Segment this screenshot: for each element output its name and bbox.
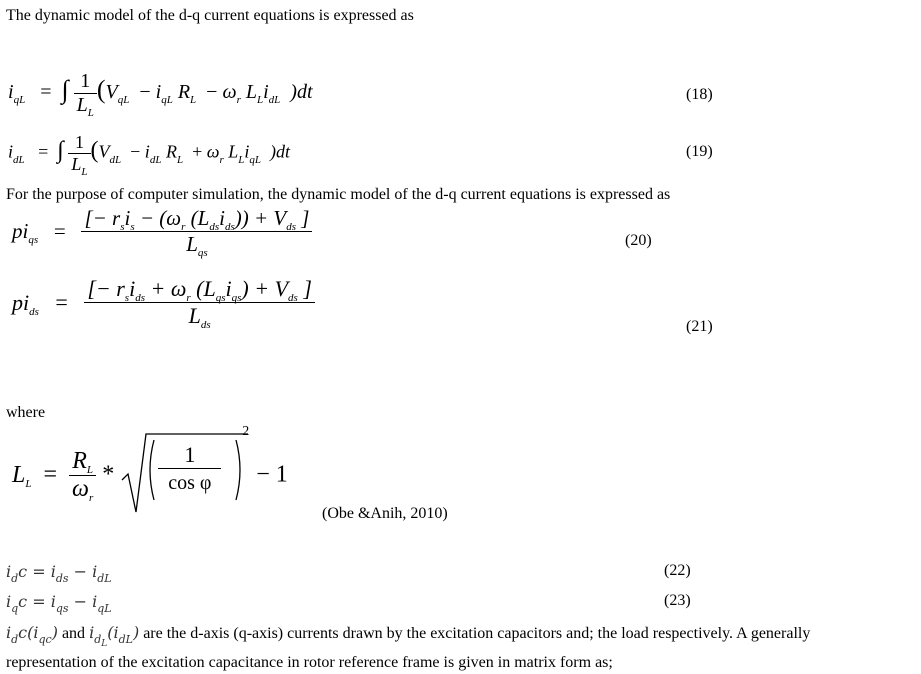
citation: (Obe &Anih, 2010) (322, 505, 448, 522)
equation-19-number: (19) (686, 143, 713, 160)
final-paragraph-line-1: $i_dc(i_{qc})$ and $i_{dL}(i_{dL})$ are the d-axis (q-axis) currents drawn by the excitation capacitors and; the load respectively. A generally (6, 623, 811, 649)
equation-22: $i_dc = i_{ds} - i_{dL}$ (6, 562, 112, 585)
equation-23-number: (23) (664, 592, 691, 609)
equation-18-number: (18) (686, 86, 713, 103)
equation-18: $i_{qL}$ = ∫ $\frac{1}{L_L}$ ($V_{qL} - i_{qL}$ $R_L - \omega_r$ $L_Li_{dL}$ )dt (8, 70, 313, 119)
equation-21: $pi_{ds}$ = $\frac{[- r_si_{ds} + \omega_r (L_{qs}i_{qs}) + V_{ds} ]}{L_{ds}}$ (12, 276, 315, 329)
final-paragraph-line-2: representation of the excitation capacitance in rotor reference frame is given in matrix form as; (6, 654, 613, 671)
equation-20-number: (20) (625, 232, 652, 249)
equation-LL: $L_L$ = $\frac{R_L}{\omega_r}$ * $\frac{1}{\text{cos φ}}$ 2 − 1 (12, 430, 288, 520)
intro-text: The dynamic model of the d-q current equations is expressed as (6, 7, 414, 24)
where-text: where (6, 404, 46, 421)
equation-21-number: (21) (686, 318, 713, 335)
simulation-text: For the purpose of computer simulation, the dynamic model of the d-q current equations is expressed as (6, 186, 671, 203)
equation-23: $i_qc = i_{qs} - i_{qL}$ (6, 592, 112, 615)
equation-20: $pi_{qs}$ = $\frac{[- r_si_s - (\omega_r (L_{ds}i_{ds})) + V_{ds} ]}{L_{qs}}$ (12, 206, 312, 257)
equation-22-number: (22) (664, 562, 691, 579)
equation-19: $i_{dL}$ = ∫ $\frac{1}{L_L}$ ($V_{dL} - i_{dL}$ $R_L + \omega_r$ $L_Li_{qL}$ )dt (8, 132, 290, 178)
